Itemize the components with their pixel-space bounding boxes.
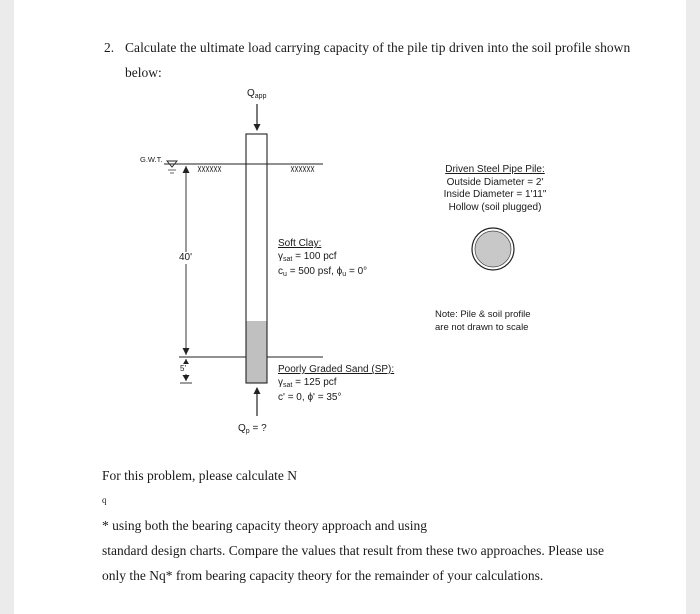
sand-strength: c' = 0, ϕ' = 35° — [278, 392, 342, 403]
pile-plug-fill — [246, 321, 267, 383]
question-text-line2: below: — [125, 65, 162, 80]
clay-properties — [278, 238, 367, 282]
paragraph-line2: standard design charts. Compare the values that result from these two approaches. Please use — [102, 543, 604, 558]
pile-inside-diameter: Inside Diameter = 1'11" — [443, 189, 547, 200]
paragraph-line1: For this problem, please calculate N q * using both the bearing capacity theory approach and using — [102, 468, 428, 533]
question-text-line1: Calculate the ultimate load carrying capacity of the pile tip driven into the soil profile shown — [125, 40, 631, 55]
pile-title: Driven Steel Pipe Pile: — [445, 164, 545, 175]
clay-unit-weight: $\gamma_{sat} = 100$ pcf — [278, 250, 337, 263]
document-page — [14, 0, 686, 614]
pile-hollow-note: Hollow (soil plugged) — [448, 201, 542, 213]
pile-description — [424, 164, 566, 214]
pile-cross-section-plug — [475, 231, 511, 267]
clay-title: Soft Clay: — [278, 238, 322, 249]
scale-note: Note: Pile & soil profile are not drawn to scale — [435, 309, 531, 333]
instructions-paragraph — [102, 463, 632, 588]
pile-outside-diameter: Outside Diameter = 2' — [446, 176, 544, 188]
applied-load-arrowhead — [254, 124, 261, 131]
sand-unit-weight: $\gamma_{sat} = 125$ pcf — [278, 376, 337, 389]
tip-resistance-label: $Q_p$ = ? — [238, 423, 267, 435]
ground-hatch-left — [198, 166, 221, 172]
clay-strength: $c_u = 500$ psf, $\phi_u = 0^\circ$ — [278, 266, 368, 278]
question-number: 2. — [104, 40, 115, 55]
depth-5-label: 5' — [180, 364, 186, 373]
ground-hatch-right — [291, 166, 314, 172]
sand-properties — [278, 364, 394, 405]
depth-40-label: 40' — [179, 252, 193, 263]
paragraph-line3: only the Nq* from bearing capacity theory for the remainder of your calculations. — [102, 568, 544, 583]
sand-title: Poorly Graded Sand (SP): — [278, 364, 395, 375]
applied-load-label: $Q_{app}$ — [247, 88, 267, 100]
gwt-label: G.W.T. — [140, 155, 163, 164]
